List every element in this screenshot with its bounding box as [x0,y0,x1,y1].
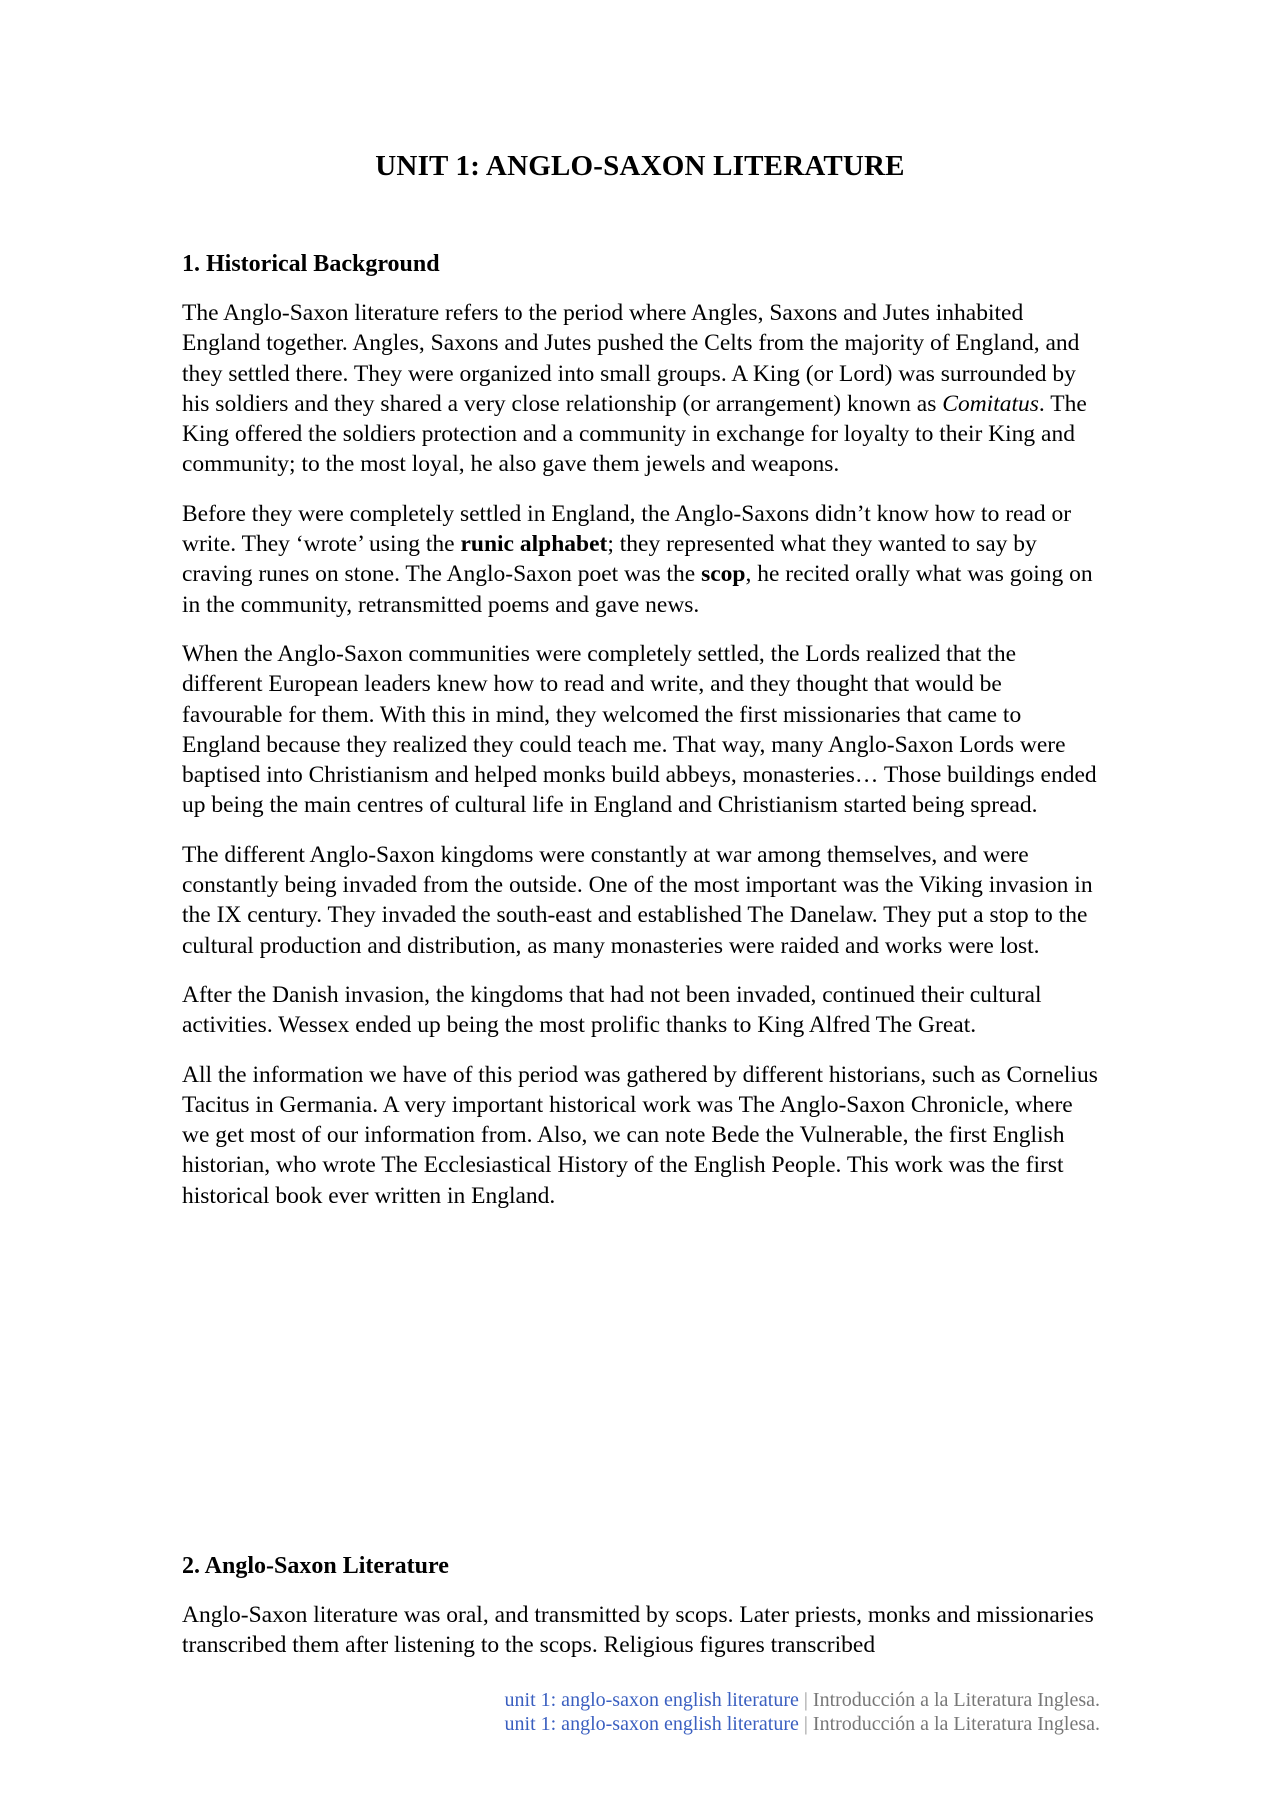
footer-separator: | [798,1689,813,1711]
paragraph: Anglo-Saxon literature was oral, and transmitted by scops. Later priests, monks and missionaries transcribed them after listening to the scops. Religious figures transcribed [182,1602,1094,1659]
footer-source: Introducción a la Literatura Inglesa. [812,1689,1100,1711]
document-title: UNIT 1: ANGLO-SAXON LITERATURE [375,150,905,182]
section-anglo-saxon-literature [182,1600,1102,1680]
section-historical-background [182,298,1102,1230]
footer-line [505,1688,1100,1712]
paragraph: Before they were completely settled in England, the Anglo-Saxons didn’t know how to read or write. They ‘wrote’ using the runic alphabet; they represented what they wanted to say by craving runes on stone. The Anglo-Saxon poet was the scop, he recited orally what was going on in the community, retransmitted poems and gave news. [182,500,1093,618]
paragraph: All the information we have of this period was gathered by different historians, such as Cornelius Tacitus in Germania. A very important historical work was The Anglo-Saxon Chronicle, where we get most of our information from. Also, we can note Bede the Vulnerable, the first English historian, who wrote The Ecclesiastical History of the English People. This work was the first historical book ever written in England. [182,1061,1098,1209]
runic-alphabet-term: runic alphabet [460,531,608,558]
footer-line [505,1712,1100,1736]
paragraph: The different Anglo-Saxon kingdoms were constantly at war among themselves, and were constantly being invaded from the outside. One of the most important was the Viking invasion in the IX century. They invaded the south-east and established The Danelaw. They put a stop to the cultural production and distribution, as many monasteries were raided and works were lost. [182,841,1093,959]
footer-separator: | [798,1713,813,1735]
comitatus-term: Comitatus [942,390,1039,417]
footer-source: Introducción a la Literatura Inglesa. [812,1713,1100,1735]
paragraph: After the Danish invasion, the kingdoms that had not been invaded, continued their cultural activities. Wessex ended up being the most prolific thanks to King Alfred The Great. [182,981,1042,1039]
page-footer [505,1688,1100,1736]
footer-link[interactable]: unit 1: anglo-saxon english literature [504,1689,799,1711]
scop-term: scop [701,561,746,588]
paragraph: The Anglo-Saxon literature refers to the period where Angles, Saxons and Jutes inhabited England together. Angles, Saxons and Jutes pushed the Celts from the majority of England, and they settled there. They were organized into small groups. A King (or Lord) was surrounded by his soldiers and they shared a very close relationship (or arrangement) known as Comitatus. The King offered the soldiers protection and a community in exchange for loyalty to their King and community; to the most loyal, he also gave them jewels and weapons. [182,300,1087,478]
footer-link[interactable]: unit 1: anglo-saxon english literature [504,1713,799,1735]
section-heading-anglo-saxon-literature: 2. Anglo-Saxon Literature [182,1553,449,1579]
section-heading-historical-background: 1. Historical Background [182,251,440,277]
paragraph: When the Anglo-Saxon communities were completely settled, the Lords realized that the different European leaders knew how to read and write, and they thought that would be favourable for them. With this in mind, they welcomed the first missionaries that came to England because they realized they could teach me. That way, many Anglo-Saxon Lords were baptised into Christianism and helped monks build abbeys, monasteries… Those buildings ended up being the main centres of cultural life in England and Christianism started being spread. [182,640,1097,819]
